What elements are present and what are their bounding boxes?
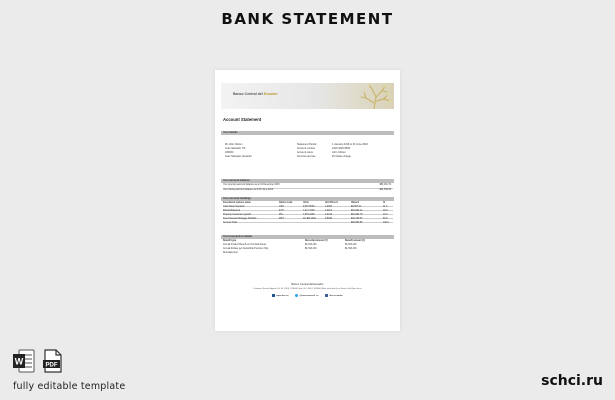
statement-title: Account Statement [223, 117, 262, 122]
customer-address-3: Gran Salvador, Ecuador [225, 155, 252, 158]
holdings-cell: $15,964.11 [351, 210, 363, 212]
editable-label: fully editable template [13, 381, 126, 392]
transactions-cell: $1,523,446 [345, 248, 357, 250]
footer-contact-info: Customer Service Agents Tel: 00 1 800 2 458000 Fax: 00 1 800 2 458000 Web: www.bce.fin.ec Email: info@bce.fin.ec [253, 288, 362, 290]
section-bar-summary: Your account balance [221, 179, 394, 183]
holdings-cell: 100.0 [383, 222, 389, 224]
footer-facebook[interactable]: /bce.ecuador [329, 295, 343, 298]
info-label-period: Statement Period [297, 143, 317, 146]
customer-address-1: Gran Salvador 70ª [225, 147, 246, 150]
holdings-cell: 7,354.4496 [303, 214, 315, 216]
info-label-name: Account name [297, 151, 313, 154]
holdings-cell: 9,567.5053 [303, 206, 315, 208]
bank-header [221, 83, 394, 109]
customer-address-2: 180830 [225, 151, 234, 154]
info-value-period: 1 January 2016 to 30 June 2016 [332, 143, 368, 146]
holdings-cell: $9,567.51 [351, 206, 362, 208]
holdings-cell: 50.5 [383, 218, 388, 220]
brand-link[interactable]: schci.ru [541, 373, 603, 389]
footer-bank-name: Banco Central del Ecuador [291, 283, 324, 286]
transactions-row [223, 244, 393, 247]
holdings-cell: $16,282.75 [351, 214, 363, 216]
holdings-cell: Units [303, 202, 309, 204]
holdings-cell: 1.0000 [325, 206, 333, 208]
section-bar-transactions: Your transaction details [221, 235, 394, 239]
holdings-cell: Value $ [351, 202, 359, 204]
holdings-cell: % [383, 202, 386, 204]
page-title: BANK STATEMENT [221, 10, 394, 28]
pdf-document-icon [43, 349, 63, 373]
balance-row: Your opening account balance as at 31 December 2015 $86,001.70 [223, 184, 391, 186]
holdings-cell: Option code [279, 202, 293, 204]
transactions-cell: Reinstatement [223, 252, 238, 254]
holdings-cell: Fixed Interest Mortgage Portfolio [223, 218, 257, 220]
info-label-services: Services and tax [297, 155, 316, 158]
holdings-cell: 18.9 [383, 210, 388, 212]
holdings-cell: ETH [279, 210, 284, 212]
transactions-cell: Annual Product Benefit on Terminal Illness [223, 244, 267, 246]
holdings-cell: 11.3 [383, 206, 388, 208]
info-value-name: John Citizen [332, 151, 346, 154]
transactions-cell: Recorded amount (†) [305, 240, 328, 242]
holdings-cell: Property Investment growth [223, 214, 252, 216]
facebook-icon [325, 294, 328, 297]
pdf-label: PDF [45, 362, 58, 369]
holdings-cell: Account Total [223, 222, 237, 224]
holdings-cell: Ethical Balanced [223, 210, 241, 212]
holdings-cell: 2.2140 [325, 214, 333, 216]
coral-decoration-icon [354, 83, 394, 109]
customer-name: Mr John Citizen [225, 143, 243, 146]
balance-row: Your closing account balance as at 30 June 2016 $84,559.85 [223, 189, 391, 191]
footer-twitter[interactable]: @bancocentral_ec [299, 295, 319, 298]
twitter-icon [295, 294, 298, 297]
word-document-icon [13, 349, 35, 373]
statement-document [215, 70, 400, 331]
info-label-number: Account number [297, 147, 316, 150]
transactions-header-row [223, 240, 393, 243]
word-letter: W [14, 356, 24, 367]
holdings-cell: MST [279, 218, 284, 220]
holdings-cell: 2.2119 [325, 210, 332, 212]
globe-icon [272, 294, 275, 297]
holdings-cell: 19.3 [383, 214, 388, 216]
transactions-cell: Benefit type [223, 240, 237, 242]
footer-social [215, 294, 400, 297]
holdings-cell: Investment options name [223, 202, 251, 204]
holdings-row [223, 222, 393, 225]
holdings-cell: 16,486.1902 [303, 218, 316, 220]
section-bar-holdings: Your account holdings [221, 197, 394, 201]
info-value-services: Purchase charge [332, 155, 351, 158]
footer-web[interactable]: www.bce.ec [276, 295, 289, 298]
section-bar-details: Your details [221, 131, 394, 135]
holdings-cell: CSH [279, 206, 284, 208]
transactions-cell: $1,523,446 [345, 244, 357, 246]
transactions-cell: Annual Rebate per Deductible Premium Ops [223, 248, 269, 250]
holdings-cell: PIG [279, 214, 283, 216]
holdings-cell: 7,217.7250 [303, 210, 315, 212]
transactions-cell: $1,523,446 [305, 244, 317, 246]
holdings-cell: Cash Saver Deposits [223, 206, 245, 208]
holdings-cell: $42,745.57 [351, 218, 363, 220]
transactions-cell: Benefit amount (‡) [345, 240, 366, 242]
transactions-row [223, 248, 393, 251]
info-value-number: 4416 0026 8843 [332, 147, 351, 150]
bank-name: Banco Central del Ecuador [233, 92, 278, 96]
transactions-cell: $1,523,446 [305, 248, 317, 250]
holdings-cell: $84,559.85 [351, 222, 363, 224]
holdings-cell: Unit Price $ [325, 202, 338, 204]
holdings-cell: 2.5936 [325, 218, 333, 220]
transactions-row [223, 252, 393, 255]
